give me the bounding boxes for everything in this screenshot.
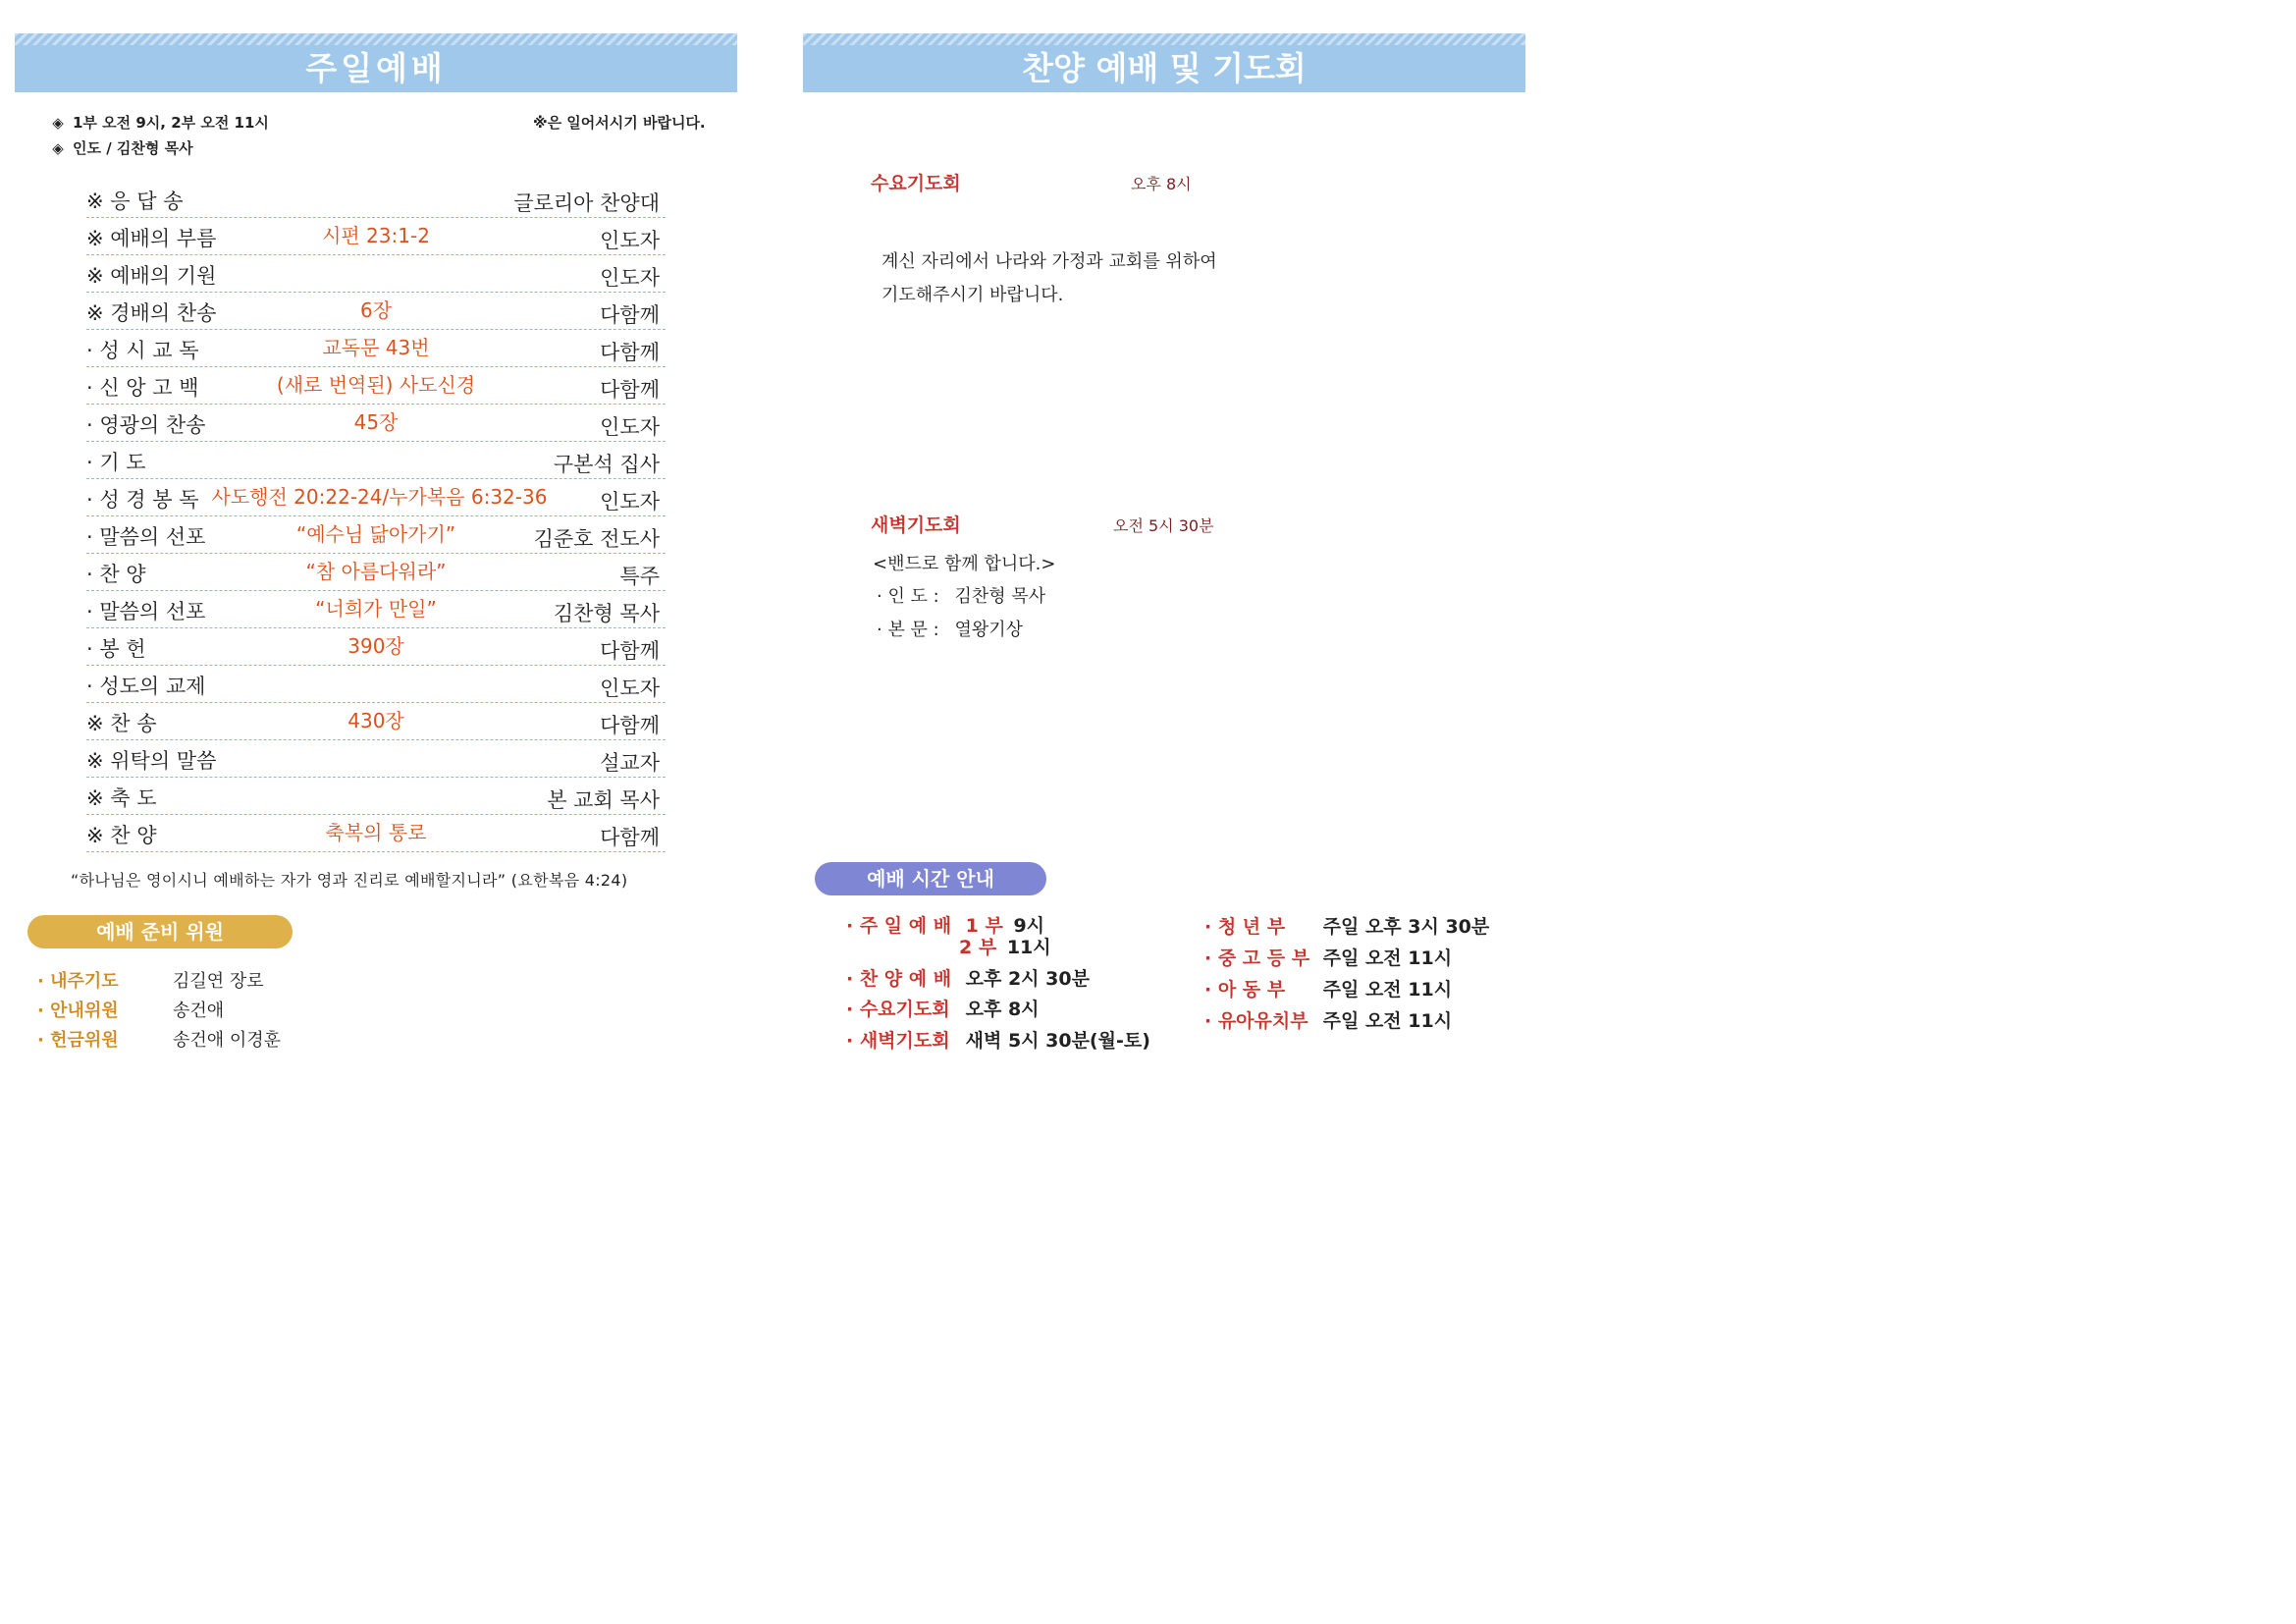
order-row [86,703,666,740]
order-item-person: 다함께 [600,639,660,663]
schedule-row [846,1026,1150,1053]
schedule-part: 2 부 [959,937,997,958]
order-row [86,666,666,703]
order-row [86,554,666,591]
order-item-name: ※ 찬 양 [86,824,157,847]
dawn-prayer-time: 오전 5시 30분 [1113,516,1214,535]
order-row [86,405,666,442]
schedule-value: 주일 오전 11시 [1322,979,1453,1001]
schedule-label: · 새벽기도회 [846,1030,950,1052]
order-item-name: · 찬 양 [86,563,146,586]
order-item-name: ※ 예배의 부름 [86,227,217,250]
schedule-heading: 예배 시간 안내 [815,862,1046,895]
schedule-part: 1 부 [965,915,1003,937]
dawn-leader-row [877,582,1045,608]
prep-value: 송건애 이경훈 [173,1030,282,1051]
order-row [86,255,666,293]
order-item-person: 다함께 [600,714,660,737]
order-item-name: ※ 축 도 [86,786,157,810]
order-item-name: · 기 도 [86,451,146,474]
order-item-name: · 성 시 교 독 [86,339,199,362]
prep-label: · 헌금위원 [37,1030,119,1051]
order-item-person: 김찬형 목사 [553,602,660,625]
order-item-name: · 성 경 봉 독 [86,488,199,512]
order-item-name: · 봉 헌 [86,637,146,661]
schedule-value: 주일 오전 11시 [1322,1010,1453,1032]
order-item-detail: 시편 23:1-2 [322,224,430,247]
scripture-verse: “하나님은 영이시니 예배하는 자가 영과 진리로 예배할지니라” (요한복음 4:24) [71,871,628,890]
order-item-person: 다함께 [600,826,660,849]
wednesday-text-line: 기도해주시기 바랍니다. [881,285,1064,305]
order-item-detail: 사도행전 20:22-24/누가복음 6:32-36 [211,485,548,509]
schedule-row [1204,1006,1452,1033]
page-title-praise-prayer [803,33,1525,92]
prep-label: · 내주기도 [37,971,119,992]
schedule-value: 11시 [1006,937,1051,958]
order-row [86,591,666,628]
order-item-name: · 신 앙 고 백 [86,376,199,400]
schedule-row [846,964,1090,991]
order-item-person: 본 교회 목사 [547,788,660,812]
title-text: 찬양 예배 및 기도회 [1022,49,1307,87]
schedule-row [959,933,1051,959]
order-item-person: 인도자 [600,490,660,514]
prep-value: 송건애 [173,1001,225,1021]
dawn-prayer-title: 새벽기도회 [871,514,961,536]
order-item-name: ※ 예배의 기원 [86,264,217,288]
order-item-person: 특주 [619,565,660,588]
order-item-person: 다함께 [600,378,660,402]
service-times-text: 1부 오전 9시, 2부 오전 11시 [73,114,269,132]
wednesday-prayer-title: 수요기도회 [871,173,961,194]
schedule-value: 주일 오후 3시 30분 [1322,916,1490,938]
schedule-label: · 찬 양 예 배 [846,968,952,990]
order-item-person: 다함께 [600,303,660,327]
schedule-value: 주일 오전 11시 [1322,947,1453,969]
order-item-detail: “참 아름다워라” [305,560,447,583]
schedule-row [1204,944,1452,970]
order-row [86,293,666,330]
order-row [86,330,666,367]
order-item-person: 김준호 전도사 [533,527,660,551]
order-item-person: 인도자 [600,415,660,439]
order-item-person: 다함께 [600,341,660,364]
order-item-person: 글로리아 찬양대 [513,191,660,215]
schedule-label: · 중 고 등 부 [1204,947,1310,969]
order-item-person: 인도자 [600,677,660,700]
schedule-label: · 청 년 부 [1204,916,1286,938]
standing-note: ※은 일어서시기 바랍니다. [533,114,706,132]
schedule-value: 새벽 5시 30분(월-토) [965,1030,1150,1052]
order-row [86,815,666,852]
order-row [86,516,666,554]
dawn-leader-value: 김찬형 목사 [954,586,1046,607]
service-times-line [51,112,269,133]
prep-value: 김길연 장로 [173,971,264,992]
diamond-icon: ◈ [52,114,64,132]
order-item-person: 인도자 [600,229,660,252]
dawn-text-value: 열왕기상 [954,620,1024,640]
dawn-text-label: · 본 문 : [877,620,939,640]
order-item-name: · 말씀의 선포 [86,525,206,549]
schedule-label: · 아 동 부 [1204,979,1286,1001]
order-item-name: · 영광의 찬송 [86,413,206,437]
prep-row [37,997,224,1022]
order-item-name: · 말씀의 선포 [86,600,206,623]
title-text: 주일예배 [305,49,447,87]
prep-row [37,1026,281,1052]
schedule-value: 9시 [1013,915,1045,937]
order-row [86,740,666,778]
wednesday-text-line: 계신 자리에서 나라와 가정과 교회를 위하여 [881,251,1217,272]
order-item-detail: (새로 번역된) 사도신경 [276,373,476,397]
dawn-band-note: <밴드로 함께 합니다.> [873,554,1056,574]
schedule-value: 오후 2시 30분 [965,968,1090,990]
prep-row [37,967,264,993]
order-item-detail: 390장 [347,634,404,658]
page-title-sunday-worship [15,33,737,92]
order-item-detail: 6장 [359,298,393,322]
order-item-name: ※ 위탁의 말씀 [86,749,217,773]
order-row [86,442,666,479]
order-row [86,778,666,815]
diamond-icon: ◈ [52,139,64,157]
order-row [86,479,666,516]
schedule-row [846,995,1040,1021]
order-item-person: 설교자 [600,751,660,775]
order-item-detail: 45장 [353,410,399,434]
order-item-detail: “너희가 만일” [315,597,437,621]
schedule-row [1204,975,1452,1001]
order-item-name: ※ 응 답 송 [86,189,184,213]
leader-line [51,137,193,158]
schedule-value: 오후 8시 [965,999,1040,1020]
order-item-detail: 430장 [347,709,404,732]
schedule-label: · 주 일 예 배 [846,915,952,937]
dawn-text-row [877,616,1023,641]
prep-committee-heading: 예배 준비 위원 [27,915,293,948]
order-row [86,367,666,405]
order-item-name: ※ 찬 송 [86,712,157,735]
order-item-person: 인도자 [600,266,660,290]
order-row [86,181,666,218]
schedule-row [1204,912,1489,939]
order-item-detail: “예수님 닮아가기” [295,522,456,546]
order-item-person: 구본석 집사 [553,453,660,476]
order-item-name: ※ 경배의 찬송 [86,301,217,325]
order-of-worship [86,181,666,852]
leader-text: 인도 / 김찬형 목사 [73,139,193,157]
order-item-detail: 축복의 통로 [325,821,427,844]
order-row [86,628,666,666]
order-item-detail: 교독문 43번 [322,336,430,359]
wednesday-prayer-time: 오후 8시 [1131,175,1192,193]
order-item-name: · 성도의 교제 [86,675,206,698]
prep-label: · 안내위원 [37,1001,119,1021]
schedule-label: · 유아유치부 [1204,1010,1308,1032]
order-row [86,218,666,255]
dawn-leader-label: · 인 도 : [877,586,939,607]
schedule-label: · 수요기도회 [846,999,950,1020]
